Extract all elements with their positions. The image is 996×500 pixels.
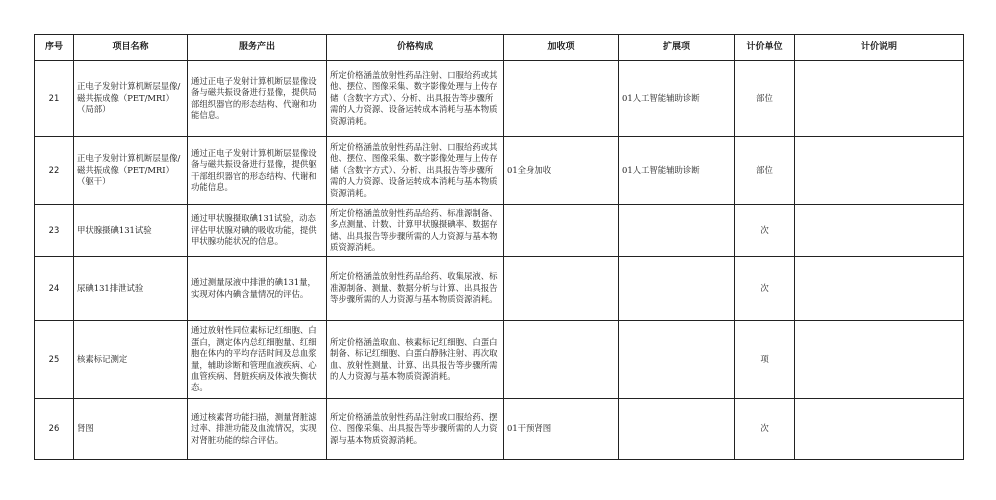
- header-seq: 序号: [35, 35, 74, 61]
- pricing-table: [34, 34, 964, 460]
- cell-name: 肾图: [74, 399, 188, 460]
- header-service: 服务产出: [188, 35, 327, 61]
- table-row: [35, 205, 964, 257]
- cell-extra: [504, 61, 619, 137]
- cell-service: 通过正电子发射计算机断层显像设备与磁共振设备进行显像，提供局部组织器官的形态结构、代谢和功能信息。: [188, 61, 327, 137]
- cell-price: 所定价格涵盖放射性药品注射、口服给药或其他、摆位、图像采集、数字影像处理与上传存储（含数字方式）、分析、出具报告等步骤所需的人力资源、设备运转成本消耗与基本物质资源消耗。: [327, 137, 504, 205]
- cell-ext: [619, 257, 735, 321]
- table-row: [35, 137, 964, 205]
- cell-note: [795, 205, 964, 257]
- cell-price: 所定价格涵盖取血、核素标记红细胞、白蛋白制备、标记红细胞、白蛋白静脉注射、再次取血、放射性测量、计算、出具报告等步骤所需的人力资源与基本物质资源消耗。: [327, 321, 504, 399]
- cell-note: [795, 137, 964, 205]
- cell-note: [795, 321, 964, 399]
- cell-service: 通过测量尿液中排泄的碘131量，实现对体内碘含量情况的评估。: [188, 257, 327, 321]
- cell-seq: 22: [35, 137, 74, 205]
- cell-unit: 次: [735, 399, 795, 460]
- cell-note: [795, 61, 964, 137]
- cell-service: 通过放射性同位素标记红细胞、白蛋白，测定体内总红细胞量、红细胞在体内的平均存活时间及总血浆量，辅助诊断和管理血液疾病、心血管疾病、肾脏疾病及体液失衡状态。: [188, 321, 327, 399]
- header-note: 计价说明: [795, 35, 964, 61]
- cell-name: 核素标记测定: [74, 321, 188, 399]
- cell-price: 所定价格涵盖放射性药品注射、口服给药或其他、摆位、图像采集、数字影像处理与上传存储（含数字方式）、分析、出具报告等步骤所需的人力资源、设备运转成本消耗与基本物质资源消耗。: [327, 61, 504, 137]
- cell-extra: 01干预肾图: [504, 399, 619, 460]
- cell-price: 所定价格涵盖放射性药品给药、标准源制备、多点测量、计数、计算甲状腺摄碘率、数据存储、出具报告等步骤所需的人力资源与基本物质资源消耗。: [327, 205, 504, 257]
- cell-unit: 次: [735, 257, 795, 321]
- cell-extra: [504, 321, 619, 399]
- cell-ext: [619, 399, 735, 460]
- cell-name: 甲状腺摄碘131试验: [74, 205, 188, 257]
- table-row: [35, 61, 964, 137]
- cell-seq: 23: [35, 205, 74, 257]
- table-row: [35, 399, 964, 460]
- cell-note: [795, 399, 964, 460]
- cell-seq: 25: [35, 321, 74, 399]
- cell-name: 尿碘131排泄试验: [74, 257, 188, 321]
- cell-extra: 01全身加收: [504, 137, 619, 205]
- cell-seq: 24: [35, 257, 74, 321]
- cell-ext: [619, 321, 735, 399]
- cell-ext: [619, 205, 735, 257]
- table-row: [35, 321, 964, 399]
- cell-note: [795, 257, 964, 321]
- cell-service: 通过正电子发射计算机断层显像设备与磁共振设备进行显像，提供躯干部组织器官的形态结构、代谢和功能信息。: [188, 137, 327, 205]
- cell-seq: 21: [35, 61, 74, 137]
- cell-ext: 01人工智能辅助诊断: [619, 61, 735, 137]
- cell-ext: 01人工智能辅助诊断: [619, 137, 735, 205]
- header-price: 价格构成: [327, 35, 504, 61]
- cell-price: 所定价格涵盖放射性药品注射或口服给药、摆位、图像采集、出具报告等步骤所需的人力资源与基本物质资源消耗。: [327, 399, 504, 460]
- header-ext: 扩展项: [619, 35, 735, 61]
- header-unit: 计价单位: [735, 35, 795, 61]
- cell-unit: 项: [735, 321, 795, 399]
- cell-service: 通过核素肾功能扫描，测量肾脏滤过率、排泄功能及血流情况，实现对肾脏功能的综合评估。: [188, 399, 327, 460]
- cell-unit: 部位: [735, 61, 795, 137]
- header-extra: 加收项: [504, 35, 619, 61]
- table-row: [35, 257, 964, 321]
- cell-name: 正电子发射计算机断层显像/磁共振成像（PET/MRI）（局部）: [74, 61, 188, 137]
- table-header-row: [35, 35, 964, 61]
- cell-extra: [504, 205, 619, 257]
- cell-seq: 26: [35, 399, 74, 460]
- cell-unit: 次: [735, 205, 795, 257]
- cell-price: 所定价格涵盖放射性药品给药、收集尿液、标准源制备、测量、数据分析与计算、出具报告等步骤所需的人力资源与基本物质资源消耗。: [327, 257, 504, 321]
- cell-extra: [504, 257, 619, 321]
- cell-unit: 部位: [735, 137, 795, 205]
- cell-service: 通过甲状腺摄取碘131试验，动态评估甲状腺对碘的吸收功能，提供甲状腺功能状况的信息。: [188, 205, 327, 257]
- header-name: 项目名称: [74, 35, 188, 61]
- cell-name: 正电子发射计算机断层显像/磁共振成像（PET/MRI）（躯干）: [74, 137, 188, 205]
